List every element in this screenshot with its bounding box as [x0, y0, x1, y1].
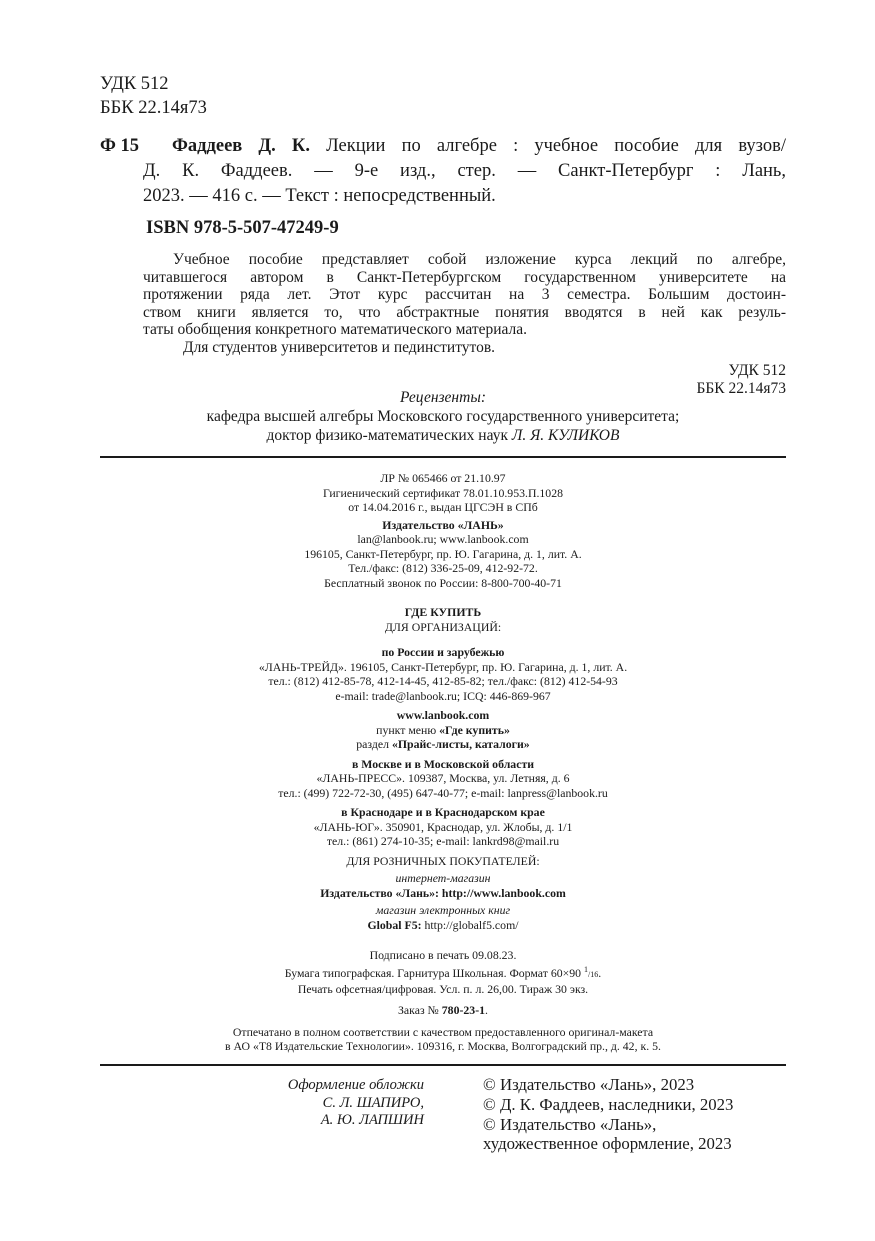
order-prefix: Заказ №	[398, 1003, 439, 1018]
eshop-value[interactable]: Издательство «Лань»: http://www.lanbook.com	[320, 885, 566, 900]
where-to-buy	[100, 605, 786, 932]
divider-bottom	[100, 1064, 786, 1066]
reviewer-degree: доктор физико-математических наук	[266, 427, 508, 444]
bibliographic-line-2: Д. К. Фаддеев. — 9-е изд., стер. — Санкт-Петербург : Лань,	[143, 161, 786, 181]
order-end: .	[485, 1003, 488, 1018]
ebooks-label: магазин электронных книг	[375, 903, 511, 917]
bibliographic-line-1	[172, 134, 786, 158]
license: ЛР № 065466 от 21.10.97	[380, 471, 506, 485]
cover-designer: С. Л. ШАПИРО,	[322, 1094, 424, 1111]
ebooks-name: Global F5:	[367, 917, 422, 932]
paper-line	[100, 963, 786, 982]
isbn: ISBN 978-5-507-47249-9	[146, 218, 339, 238]
cover-designer: А. Ю. ЛАПШИН	[320, 1112, 424, 1128]
format-sub: /16	[588, 969, 599, 979]
print-method: Печать офсетная/цифровая. Усл. п. л. 26,00. Тираж 30 экз.	[297, 981, 589, 996]
bbk-code-right: ББК 22.14я73	[696, 379, 786, 397]
russia-line: «ЛАНЬ-ТРЕЙД». 196105, Санкт-Петербург, пр. Ю. Гагарина, д. 1, лит. А.	[258, 659, 628, 674]
copyright-block	[483, 1075, 733, 1154]
publisher-web: lan@lanbook.ru; www.lanbook.com	[357, 532, 529, 546]
reviewers-heading: Рецензенты:	[400, 389, 486, 406]
udk-code: УДК 512	[100, 74, 169, 94]
format-sup: 1	[584, 964, 589, 974]
bbk-code: ББК 22.14я73	[100, 98, 207, 118]
abstract-line: читавшегося автором в Санкт-Петербургском государственном университете на	[143, 268, 786, 286]
where-to-buy-title: ГДЕ КУПИТЬ	[404, 605, 482, 619]
russia-line: e-mail: trade@lanbook.ru; ICQ: 446-869-967	[335, 688, 551, 703]
reviewers-line-2	[100, 427, 786, 445]
section-line	[100, 737, 786, 752]
printed-line: в АО «Т8 Издательские Технологии». 109316, г. Москва, Волгоградский пр., д. 42, к. 5.	[225, 1039, 661, 1054]
divider-top	[100, 456, 786, 458]
abstract-line: Учебное пособие представляет собой изложение курса лекций по алгебре,	[173, 251, 786, 268]
paper-end: .	[598, 965, 602, 980]
top-classification	[100, 72, 207, 120]
section-item: «Прайс-листы, каталоги»	[391, 737, 530, 751]
ebooks-url[interactable]: http://globalf5.com/	[424, 917, 519, 932]
cover-label: Оформление обложки	[287, 1077, 424, 1093]
print-details	[100, 948, 786, 1054]
copyright-line: © Д. К. Фаддеев, наследники, 2023	[483, 1094, 734, 1114]
krasnodar-line: «ЛАНЬ-ЮГ». 350901, Краснодар, ул. Жлобы, д. 1/1	[313, 819, 573, 834]
russia-heading: по России и зарубежью	[381, 645, 505, 659]
udk-code-right: УДК 512	[728, 362, 786, 379]
printed-line: Отпечатано в полном соответствии с качеством предоставленного оригинал-макета	[232, 1024, 654, 1039]
paper-text: Бумага типографская. Гарнитура Школьная. Формат 60×90	[284, 965, 582, 980]
krasnodar-heading: в Краснодаре и в Краснодарском крае	[341, 805, 545, 819]
publisher-phone: Тел./факс: (812) 336-25-09, 412-92-72.	[348, 561, 538, 575]
publisher-address: 196105, Санкт-Петербург, пр. Ю. Гагарина, д. 1, лит. А.	[304, 546, 582, 561]
abstract-line: таты обобщения конкретного математического материала.	[143, 321, 528, 339]
menu-item-line	[100, 723, 786, 738]
hygiene-cert: Гигиенический сертификат 78.01.10.953.П.1028	[322, 485, 564, 500]
moscow-heading: в Москве и в Московской области	[351, 756, 535, 771]
book-title: Лекции по алгебре : учебное пособие для вузов/	[326, 136, 787, 156]
abstract-line: протяжении ряда лет. Этот курс рассчитан на 3 семестра. Большим достоин-	[143, 286, 786, 304]
ebooks-line	[100, 918, 786, 933]
bibliographic-line-3: 2023. — 416 с. — Текст : непосредственный.	[143, 186, 496, 206]
copyright-line: © Издательство «Лань», 2023	[483, 1075, 695, 1094]
abstract-line: ством книги является то, что абстрактные понятия вводятся в ней как резуль-	[143, 303, 786, 321]
moscow-line: «ЛАНЬ-ПРЕСС». 109387, Москва, ул. Летняя, д. 6	[316, 771, 570, 785]
author-name: Фаддеев Д. К.	[172, 136, 310, 156]
menu-prefix: пункт меню	[376, 722, 437, 737]
audience: Для студентов университетов и пединститутов.	[183, 338, 496, 356]
abstract	[143, 251, 786, 357]
krasnodar-line: тел.: (861) 274-10-35; e-mail: lankrd98@mail.ru	[326, 834, 560, 848]
retail-heading: ДЛЯ РОЗНИЧНЫХ ПОКУПАТЕЛЕЙ:	[346, 853, 540, 868]
copyright-line: художественное оформление, 2023	[483, 1134, 732, 1154]
copyright-line: © Издательство «Лань»,	[483, 1114, 657, 1134]
site-link[interactable]: www.lanbook.com	[396, 708, 490, 722]
section-prefix: раздел	[356, 737, 389, 751]
for-organizations: ДЛЯ ОРГАНИЗАЦИЙ:	[384, 619, 502, 634]
menu-item: «Где купить»	[439, 722, 510, 737]
order-number: 780-23-1	[441, 1003, 486, 1018]
publisher-name: Издательство «ЛАНЬ»	[382, 517, 504, 532]
author-mark: Ф 15	[100, 136, 140, 156]
russia-line: тел.: (812) 412-85-78, 412-14-45, 412-85-82; тел./факс: (812) 412-54-93	[268, 674, 618, 688]
moscow-line: тел.: (499) 722-72-30, (495) 647-40-77; e-mail: lanpress@lanbook.ru	[278, 785, 608, 800]
eshop-label: интернет-магазин	[395, 871, 491, 885]
order-line	[100, 1003, 786, 1018]
hygiene-cert-date: от 14.04.2016 г., выдан ЦГСЭН в СПб	[348, 500, 538, 514]
imprint-block	[100, 471, 786, 590]
reviewers-line-1: кафедра высшей алгебры Московского государственного университета;	[206, 408, 680, 425]
signed-to-print: Подписано в печать 09.08.23.	[369, 948, 517, 962]
free-call: Бесплатный звонок по России: 8-800-700-40-71	[324, 575, 562, 590]
cover-credits	[200, 1077, 424, 1130]
reviewer-name: Л. Я. КУЛИКОВ	[511, 427, 620, 444]
